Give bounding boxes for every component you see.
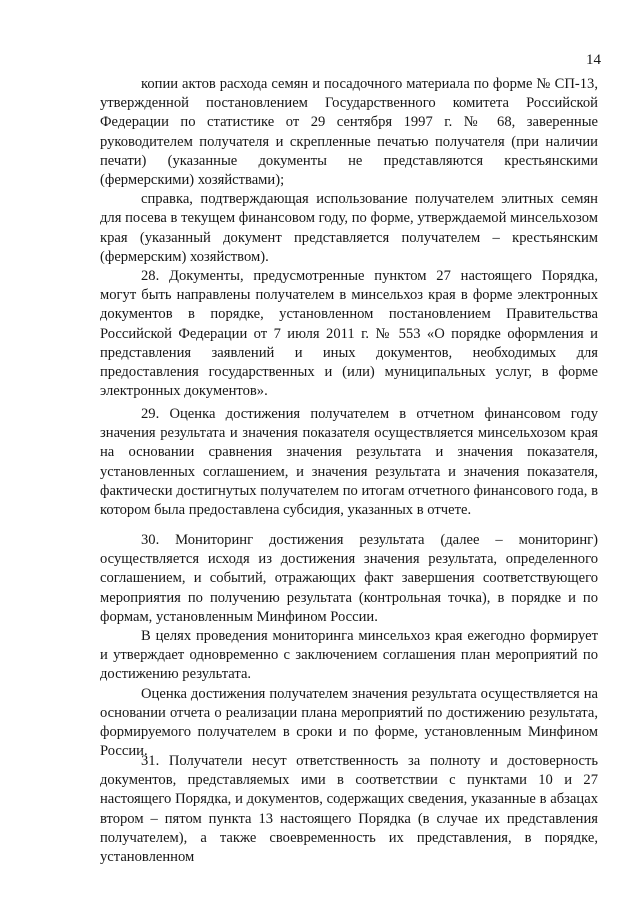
paragraph-section-30-monitoring: 30. Мониторинг достижения результата (далее – мониторинг) осуществляется исходя из достижения значения результата, определенного соглашением, и событий, отражающих факт завершения соответствующего мероприятия по получению результата (контрольная точка), в порядке и по формам, установленным Минфином России. bbox=[100, 532, 598, 625]
text-block-section-28 bbox=[100, 267, 598, 401]
paragraph-section-31: 31. Получатели несут ответственность за полноту и достоверность документов, представляемых ими в соответствии с пунктами 10 и 27 настоящего Порядка, и документов, содержащих сведения, указанные в абзацах втором – пятом пункта 13 настоящего Порядка (в случае их представления получателем), а также своевременность их представления, в порядке, установленном bbox=[100, 753, 598, 866]
text-block-seed-documents bbox=[100, 75, 598, 267]
paragraph-seed-acts: копии актов расхода семян и посадочного материала по форме № СП-13, утвержденной постановлением Государственного комитета Российской Федерации по статистике от 29 сентября 1997 г. № 68, заверенные руководителем получателя и скрепленные печатью получателя (при наличии печати) (указанные документы не представляются крестьянскими (фермерскими) хозяйствами); bbox=[100, 76, 598, 189]
paragraph-section-28: 28. Документы, предусмотренные пунктом 27 настоящего Порядка, могут быть направлены получателем в минсельхоз края в форме электронных документов в порядке, установленном постановлением Правительства Российской Федерации от 7 июля 2011 г. № 553 «О порядке оформления и представления заявлений и иных документов, необходимых для предоставления государственных и (или) муниципальных услуг, в форме электронных документов». bbox=[100, 268, 598, 400]
text-block-section-31 bbox=[100, 752, 598, 867]
paragraph-section-30-assessment: Оценка достижения получателем значения результата осуществляется на основании отчета о реализации плана мероприятий по достижению результата, формируемого получателем в сроки и по форме, установленным Минфином России. bbox=[100, 685, 598, 760]
paragraph-elite-seed-certificate: справка, подтверждающая использование получателем элитных семян для посева в текущем финансовом году, по форме, утверждаемой минсельхозом края (указанный документ представляется получателем – крестьянским (фермерским) хозяйством). bbox=[100, 191, 598, 265]
text-block-section-30 bbox=[100, 531, 598, 761]
paragraph-section-30-plan: В целях проведения мониторинга минсельхоз края ежегодно формирует и утверждает одновременно с заключением соглашения план мероприятий по достижению результата. bbox=[100, 628, 598, 683]
text-block-section-29 bbox=[100, 405, 598, 520]
paragraph-section-29: 29. Оценка достижения получателем в отчетном финансовом году значения результата и значения показателя осуществляется минсельхозом края на основании сравнения значения результата и значения показателя, установленных соглашением, и значения результата и значения показателя, фактически достигнутых получателем по итогам отчетного финансового года, в котором была предоставлена субсидия, указанных в отчете. bbox=[100, 406, 598, 519]
page-number: 14 bbox=[586, 52, 601, 68]
